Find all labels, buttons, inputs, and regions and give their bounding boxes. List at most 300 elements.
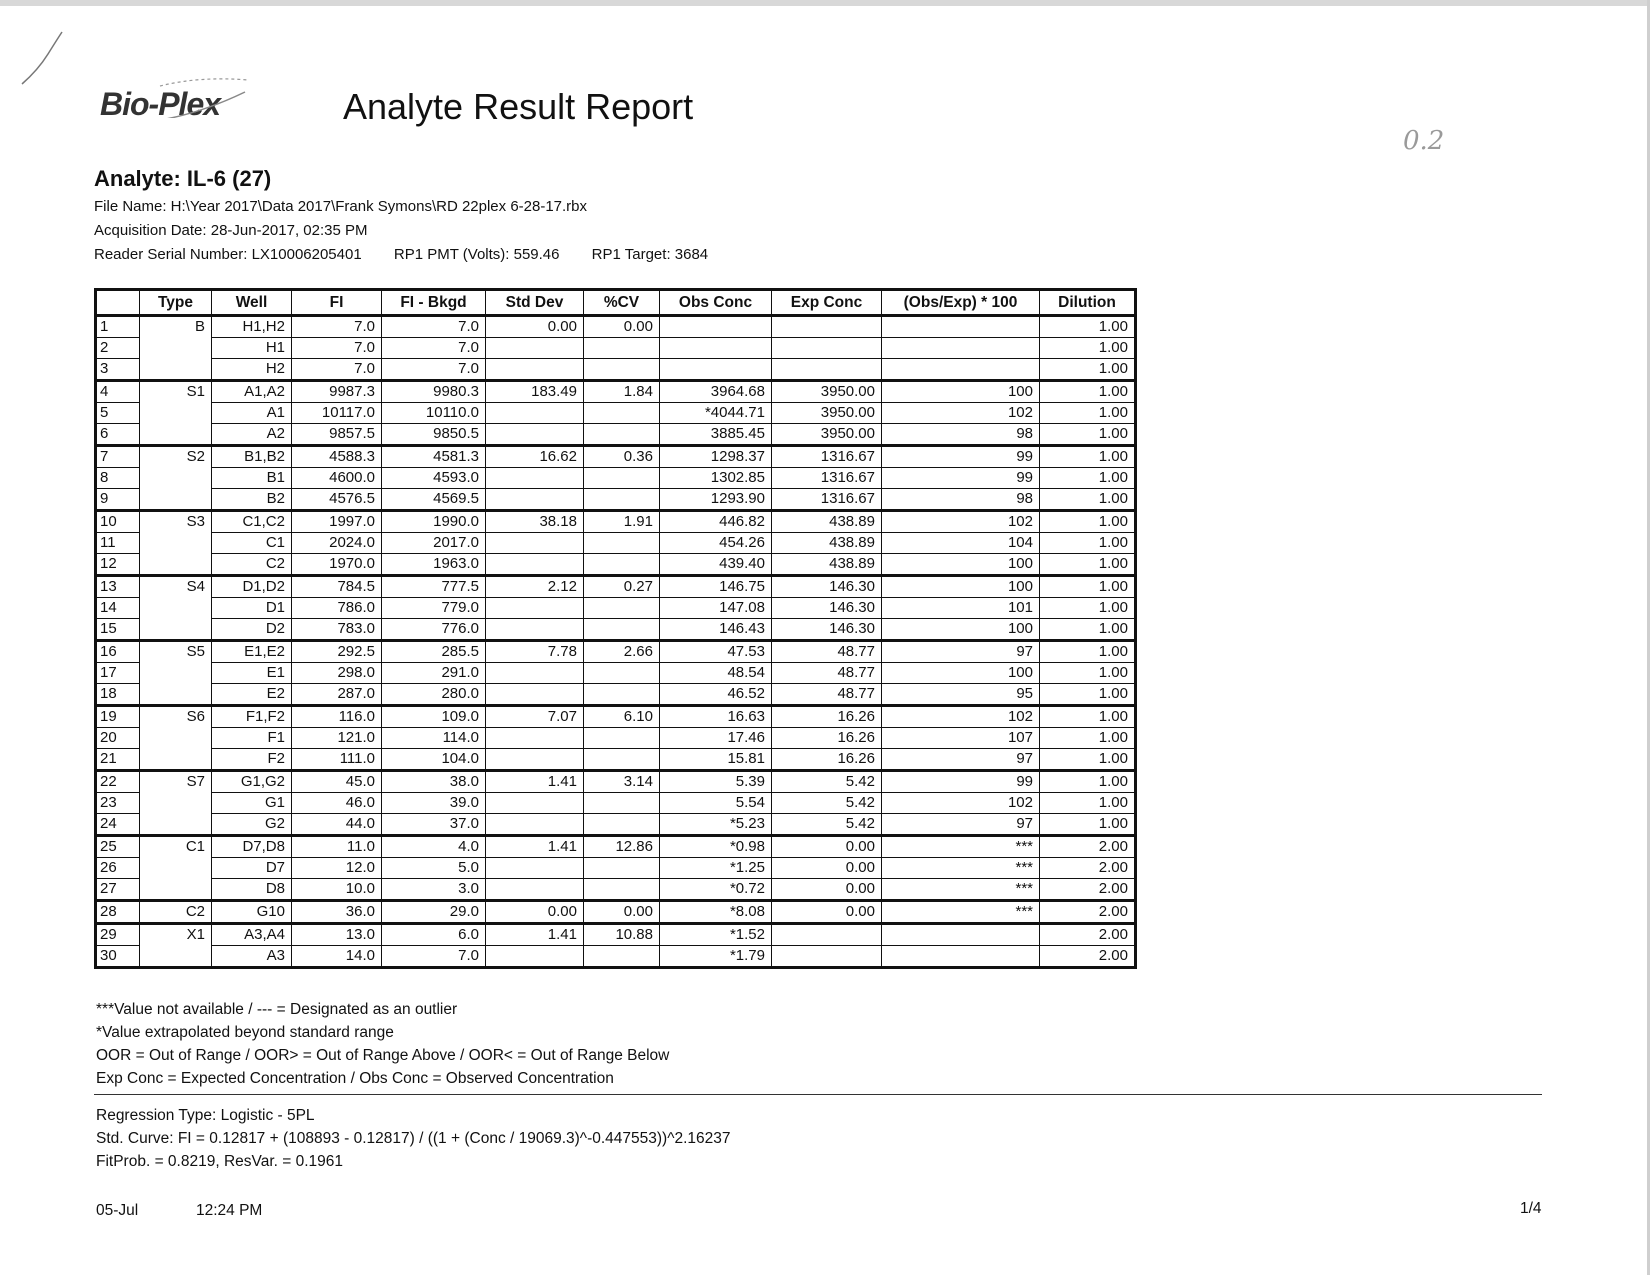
table-row: [96, 338, 1136, 359]
table-cell: E1: [212, 663, 292, 684]
table-cell: 5.54: [660, 793, 772, 814]
table-cell: 5.42: [772, 814, 882, 836]
table-row: [96, 879, 1136, 901]
column-header: %CV: [584, 290, 660, 316]
table-cell: 1.00: [1040, 446, 1136, 468]
table-cell: *0.72: [660, 879, 772, 901]
type-cell: B: [140, 316, 212, 381]
table-cell: 1.00: [1040, 338, 1136, 359]
table-cell: 7.0: [292, 338, 382, 359]
type-cell: C1: [140, 836, 212, 901]
table-cell: [660, 316, 772, 338]
row-index-cell: 3: [96, 359, 140, 381]
table-cell: 1316.67: [772, 489, 882, 511]
table-row: [96, 489, 1136, 511]
table-cell: [584, 554, 660, 576]
table-cell: 438.89: [772, 533, 882, 554]
scan-top-edge: [0, 0, 1650, 6]
table-cell: 3.14: [584, 771, 660, 793]
table-row: [96, 663, 1136, 684]
table-cell: 1970.0: [292, 554, 382, 576]
table-cell: 16.62: [486, 446, 584, 468]
table-cell: 1.00: [1040, 814, 1136, 836]
note-line: Exp Conc = Expected Concentration / Obs Conc = Observed Concentration: [96, 1070, 614, 1087]
table-cell: C1,C2: [212, 511, 292, 533]
table-cell: [486, 619, 584, 641]
bio-plex-logo: [100, 86, 220, 123]
table-cell: 121.0: [292, 728, 382, 749]
table-cell: E1,E2: [212, 641, 292, 663]
row-index-cell: 19: [96, 706, 140, 728]
table-cell: D1: [212, 598, 292, 619]
table-cell: 7.0: [382, 946, 486, 968]
table-cell: 99: [882, 468, 1040, 489]
table-cell: 1293.90: [660, 489, 772, 511]
row-index-cell: 15: [96, 619, 140, 641]
table-cell: 99: [882, 771, 1040, 793]
table-cell: [772, 946, 882, 968]
table-cell: [584, 879, 660, 901]
analyte-label: Analyte: IL-6 (27): [94, 166, 272, 191]
row-index-cell: 28: [96, 901, 140, 924]
table-cell: [660, 359, 772, 381]
table-cell: 16.26: [772, 728, 882, 749]
table-cell: 104: [882, 533, 1040, 554]
table-cell: F1: [212, 728, 292, 749]
table-cell: [584, 533, 660, 554]
table-cell: [486, 554, 584, 576]
table-cell: 9987.3: [292, 381, 382, 403]
table-cell: 0.00: [772, 901, 882, 924]
table-cell: 438.89: [772, 511, 882, 533]
table-cell: 16.26: [772, 706, 882, 728]
row-index-cell: 24: [96, 814, 140, 836]
row-index-cell: 8: [96, 468, 140, 489]
table-cell: 1.41: [486, 924, 584, 946]
table-row: [96, 946, 1136, 968]
table-cell: 1.00: [1040, 424, 1136, 446]
table-cell: [486, 338, 584, 359]
table-cell: 102: [882, 403, 1040, 424]
table-cell: 438.89: [772, 554, 882, 576]
column-header: Obs Conc: [660, 290, 772, 316]
table-row: [96, 403, 1136, 424]
table-cell: 1.00: [1040, 489, 1136, 511]
table-cell: 1.00: [1040, 403, 1136, 424]
table-cell: 44.0: [292, 814, 382, 836]
table-cell: 7.07: [486, 706, 584, 728]
table-cell: *1.25: [660, 858, 772, 879]
table-cell: 285.5: [382, 641, 486, 663]
row-index-cell: 20: [96, 728, 140, 749]
table-row: [96, 684, 1136, 706]
table-cell: 1.00: [1040, 511, 1136, 533]
table-cell: D7: [212, 858, 292, 879]
table-cell: 4593.0: [382, 468, 486, 489]
table-cell: 95: [882, 684, 1040, 706]
table-row: [96, 641, 1136, 663]
row-index-cell: 5: [96, 403, 140, 424]
table-cell: 38.18: [486, 511, 584, 533]
type-cell: S1: [140, 381, 212, 446]
table-cell: 1.00: [1040, 684, 1136, 706]
table-cell: 1.00: [1040, 381, 1136, 403]
row-index-cell: 23: [96, 793, 140, 814]
table-cell: 1.41: [486, 771, 584, 793]
footer-date: 05-Jul: [96, 1202, 139, 1219]
handwritten-note: 0.2: [1403, 126, 1445, 156]
table-cell: G2: [212, 814, 292, 836]
table-cell: [584, 946, 660, 968]
table-cell: 39.0: [382, 793, 486, 814]
footer-time: 12:24 PM: [196, 1202, 263, 1219]
fit-stats: FitProb. = 0.8219, ResVar. = 0.1961: [96, 1153, 344, 1170]
table-cell: [882, 924, 1040, 946]
table-cell: 1.00: [1040, 663, 1136, 684]
table-cell: [882, 338, 1040, 359]
table-row: [96, 511, 1136, 533]
table-cell: 287.0: [292, 684, 382, 706]
standard-curve: Std. Curve: FI = 0.12817 + (108893 - 0.12817) / ((1 + (Conc / 19069.3)^-0.447553))^2.16237: [96, 1130, 731, 1147]
table-cell: 13.0: [292, 924, 382, 946]
table-cell: 0.36: [584, 446, 660, 468]
row-index-cell: 11: [96, 533, 140, 554]
table-cell: [486, 946, 584, 968]
table-cell: 4600.0: [292, 468, 382, 489]
table-row: [96, 598, 1136, 619]
table-cell: 0.00: [584, 316, 660, 338]
table-cell: [486, 858, 584, 879]
table-cell: [584, 749, 660, 771]
table-cell: D8: [212, 879, 292, 901]
table-cell: 104.0: [382, 749, 486, 771]
type-cell: S4: [140, 576, 212, 641]
table-cell: 46.0: [292, 793, 382, 814]
table-cell: 100: [882, 554, 1040, 576]
table-cell: 0.00: [486, 316, 584, 338]
table-cell: 777.5: [382, 576, 486, 598]
table-cell: 1.00: [1040, 728, 1136, 749]
column-header: Type: [140, 290, 212, 316]
file-name: File Name: H:\Year 2017\Data 2017\Frank Symons\RD 22plex 6-28-17.rbx: [94, 198, 588, 215]
table-cell: 2017.0: [382, 533, 486, 554]
table-cell: 146.75: [660, 576, 772, 598]
table-cell: 786.0: [292, 598, 382, 619]
table-cell: ***: [882, 901, 1040, 924]
table-cell: 298.0: [292, 663, 382, 684]
table-cell: 14.0: [292, 946, 382, 968]
table-cell: H1,H2: [212, 316, 292, 338]
table-cell: A1: [212, 403, 292, 424]
table-cell: 10.88: [584, 924, 660, 946]
row-index-cell: 27: [96, 879, 140, 901]
table-cell: 100: [882, 381, 1040, 403]
row-index-cell: 30: [96, 946, 140, 968]
legend-notes: [96, 998, 669, 1090]
table-cell: *1.79: [660, 946, 772, 968]
table-cell: 1316.67: [772, 446, 882, 468]
row-index-cell: 12: [96, 554, 140, 576]
table-cell: [584, 424, 660, 446]
table-cell: 98: [882, 424, 1040, 446]
table-cell: G10: [212, 901, 292, 924]
table-cell: *8.08: [660, 901, 772, 924]
type-cell: X1: [140, 924, 212, 968]
reader-info-line: [94, 246, 708, 263]
table-cell: 102: [882, 706, 1040, 728]
column-header: Exp Conc: [772, 290, 882, 316]
table-cell: B2: [212, 489, 292, 511]
table-cell: G1: [212, 793, 292, 814]
table-cell: 0.00: [486, 901, 584, 924]
table-cell: [486, 598, 584, 619]
table-cell: [584, 468, 660, 489]
table-cell: [486, 468, 584, 489]
table-cell: [584, 663, 660, 684]
table-cell: F1,F2: [212, 706, 292, 728]
row-index-cell: 25: [96, 836, 140, 858]
table-cell: 4588.3: [292, 446, 382, 468]
table-cell: 102: [882, 511, 1040, 533]
logo-swoosh-icon: [100, 78, 250, 118]
row-index-cell: 10: [96, 511, 140, 533]
table-cell: 146.30: [772, 576, 882, 598]
table-cell: 7.0: [382, 338, 486, 359]
table-cell: [486, 749, 584, 771]
table-cell: 1.00: [1040, 576, 1136, 598]
table-row: [96, 901, 1136, 924]
table-cell: 102: [882, 793, 1040, 814]
type-cell: S5: [140, 641, 212, 706]
table-cell: 48.77: [772, 641, 882, 663]
table-cell: 97: [882, 641, 1040, 663]
table-cell: 3964.68: [660, 381, 772, 403]
table-cell: 46.52: [660, 684, 772, 706]
table-cell: [584, 728, 660, 749]
table-cell: [486, 728, 584, 749]
table-cell: 37.0: [382, 814, 486, 836]
table-cell: 2.12: [486, 576, 584, 598]
reader-serial: Reader Serial Number: LX10006205401: [94, 246, 362, 263]
row-index-cell: 6: [96, 424, 140, 446]
table-row: [96, 468, 1136, 489]
rp1-target: RP1 Target: 3684: [591, 246, 709, 263]
table-row: [96, 858, 1136, 879]
table-cell: 101: [882, 598, 1040, 619]
table-cell: *0.98: [660, 836, 772, 858]
divider: [94, 1094, 1542, 1095]
rp1-pmt: RP1 PMT (Volts): 559.46: [393, 246, 560, 263]
row-index-cell: 2: [96, 338, 140, 359]
acquisition-date: Acquisition Date: 28-Jun-2017, 02:35 PM: [94, 222, 368, 239]
table-cell: A3: [212, 946, 292, 968]
table-cell: 147.08: [660, 598, 772, 619]
note-line: *Value extrapolated beyond standard range: [96, 1024, 394, 1041]
table-cell: [486, 533, 584, 554]
table-cell: [882, 946, 1040, 968]
table-cell: 776.0: [382, 619, 486, 641]
table-row: [96, 424, 1136, 446]
table-cell: 291.0: [382, 663, 486, 684]
table-cell: [772, 359, 882, 381]
table-cell: *1.52: [660, 924, 772, 946]
table-cell: B1,B2: [212, 446, 292, 468]
table-cell: [584, 619, 660, 641]
table-cell: 7.0: [292, 359, 382, 381]
table-cell: 36.0: [292, 901, 382, 924]
table-cell: D7,D8: [212, 836, 292, 858]
table-row: [96, 749, 1136, 771]
table-cell: 146.43: [660, 619, 772, 641]
table-cell: [660, 338, 772, 359]
table-row: [96, 814, 1136, 836]
table-cell: E2: [212, 684, 292, 706]
table-row: [96, 381, 1136, 403]
table-cell: 97: [882, 749, 1040, 771]
table-cell: [486, 489, 584, 511]
table-cell: 0.00: [772, 836, 882, 858]
table-cell: 4576.5: [292, 489, 382, 511]
table-cell: 100: [882, 576, 1040, 598]
table-cell: D1,D2: [212, 576, 292, 598]
table-row: [96, 619, 1136, 641]
table-cell: H1: [212, 338, 292, 359]
table-cell: 1.91: [584, 511, 660, 533]
table-cell: 2.00: [1040, 924, 1136, 946]
row-index-cell: 21: [96, 749, 140, 771]
table-cell: 3950.00: [772, 403, 882, 424]
table-cell: 454.26: [660, 533, 772, 554]
table-cell: [584, 814, 660, 836]
table-cell: [486, 663, 584, 684]
type-cell: C2: [140, 901, 212, 924]
table-cell: 3950.00: [772, 424, 882, 446]
pen-stroke-mark: [18, 28, 68, 88]
table-cell: [486, 424, 584, 446]
table-cell: 1.00: [1040, 749, 1136, 771]
table-cell: 1.00: [1040, 468, 1136, 489]
type-cell: S7: [140, 771, 212, 836]
table-cell: 9850.5: [382, 424, 486, 446]
table-row: [96, 359, 1136, 381]
type-cell: S2: [140, 446, 212, 511]
table-cell: D2: [212, 619, 292, 641]
row-index-cell: 17: [96, 663, 140, 684]
table-cell: G1,G2: [212, 771, 292, 793]
table-cell: [584, 858, 660, 879]
table-cell: [584, 598, 660, 619]
table-cell: [486, 359, 584, 381]
table-cell: 4569.5: [382, 489, 486, 511]
table-cell: [584, 793, 660, 814]
table-row: [96, 924, 1136, 946]
table-row: [96, 576, 1136, 598]
table-cell: 1990.0: [382, 511, 486, 533]
column-header: Well: [212, 290, 292, 316]
table-cell: [772, 924, 882, 946]
table-cell: 1.00: [1040, 706, 1136, 728]
table-cell: [772, 316, 882, 338]
table-cell: 17.46: [660, 728, 772, 749]
table-cell: 292.5: [292, 641, 382, 663]
logo-text: Bio-Plex: [100, 86, 221, 122]
table-cell: 16.63: [660, 706, 772, 728]
table-cell: 1302.85: [660, 468, 772, 489]
table-cell: 12.0: [292, 858, 382, 879]
table-cell: H2: [212, 359, 292, 381]
table-cell: 29.0: [382, 901, 486, 924]
table-cell: [584, 403, 660, 424]
table-cell: [486, 403, 584, 424]
table-cell: [486, 793, 584, 814]
row-index-cell: 16: [96, 641, 140, 663]
table-cell: [584, 338, 660, 359]
table-cell: 10.0: [292, 879, 382, 901]
table-cell: 2.00: [1040, 858, 1136, 879]
table-cell: 16.26: [772, 749, 882, 771]
table-cell: 116.0: [292, 706, 382, 728]
table-cell: 2.00: [1040, 946, 1136, 968]
table-cell: ***: [882, 879, 1040, 901]
table-cell: 1997.0: [292, 511, 382, 533]
column-header: Dilution: [1040, 290, 1136, 316]
table-cell: 0.00: [584, 901, 660, 924]
table-cell: 2.00: [1040, 836, 1136, 858]
table-cell: 9980.3: [382, 381, 486, 403]
table-cell: [882, 316, 1040, 338]
table-cell: ***: [882, 836, 1040, 858]
table-cell: *5.23: [660, 814, 772, 836]
note-line: OOR = Out of Range / OOR> = Out of Range Above / OOR< = Out of Range Below: [96, 1047, 670, 1064]
row-index-cell: 7: [96, 446, 140, 468]
table-cell: A1,A2: [212, 381, 292, 403]
table-cell: [584, 489, 660, 511]
regression-type: Regression Type: Logistic - 5PL: [96, 1107, 315, 1124]
table-row: [96, 793, 1136, 814]
row-index-cell: 22: [96, 771, 140, 793]
table-row: [96, 728, 1136, 749]
report-title: Analyte Result Report: [343, 86, 694, 127]
table-cell: 0.00: [772, 879, 882, 901]
table-cell: [584, 359, 660, 381]
table-cell: ***: [882, 858, 1040, 879]
table-cell: 1.00: [1040, 598, 1136, 619]
table-cell: 1.00: [1040, 793, 1136, 814]
table-cell: 2.00: [1040, 879, 1136, 901]
table-cell: 7.0: [382, 316, 486, 338]
table-cell: 6.10: [584, 706, 660, 728]
row-index-cell: 1: [96, 316, 140, 338]
table-cell: 38.0: [382, 771, 486, 793]
table-cell: 114.0: [382, 728, 486, 749]
table-cell: 1298.37: [660, 446, 772, 468]
table-cell: 48.54: [660, 663, 772, 684]
table-row: [96, 316, 1136, 338]
table-cell: 3950.00: [772, 381, 882, 403]
table-cell: 48.77: [772, 663, 882, 684]
table-cell: C2: [212, 554, 292, 576]
table-cell: [584, 684, 660, 706]
table-cell: 48.77: [772, 684, 882, 706]
table-row: [96, 771, 1136, 793]
table-cell: [486, 684, 584, 706]
table-cell: 1963.0: [382, 554, 486, 576]
table-cell: 4.0: [382, 836, 486, 858]
table-row: [96, 836, 1136, 858]
table-cell: 2.00: [1040, 901, 1136, 924]
table-cell: [486, 879, 584, 901]
table-cell: 98: [882, 489, 1040, 511]
